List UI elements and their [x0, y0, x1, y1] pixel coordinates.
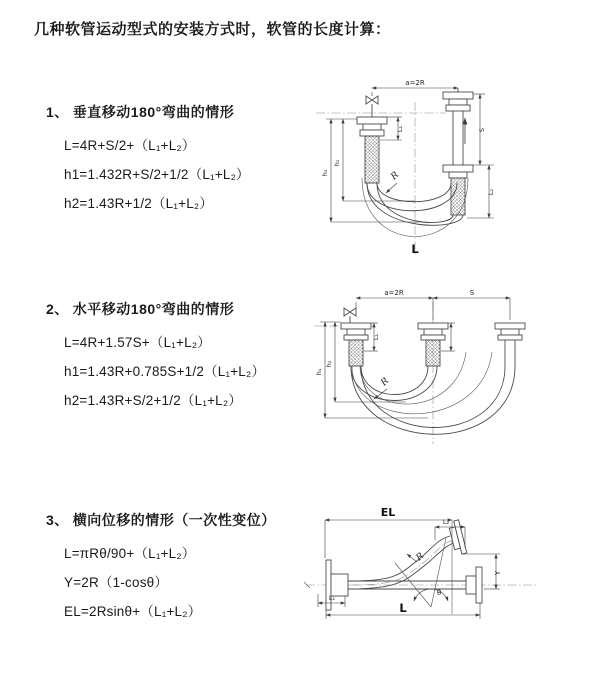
- dim-label-a2r: a=2R: [384, 289, 404, 297]
- dim-label-r: R: [414, 551, 427, 564]
- dim-label-h2: h₂: [333, 159, 341, 167]
- dim-label-s: S: [478, 127, 486, 133]
- flange-fitting-left: [357, 117, 387, 183]
- section-heading: [46, 102, 250, 122]
- page-title: 几种软管运动型式的安装方式时，软管的长度计算：: [34, 21, 391, 38]
- dimension-l2: [467, 165, 495, 218]
- dim-label-el: EL: [380, 506, 396, 519]
- dim-label-l2: L₂: [487, 188, 495, 196]
- dim-label-r: R: [389, 170, 402, 183]
- dim-label-l2: L₂: [442, 518, 450, 526]
- section-lateral-displacement: [46, 510, 276, 626]
- dimension-s: [433, 289, 510, 320]
- flange-upper-right: [448, 520, 467, 556]
- formula-line: L=4R+S/2+（L₁+L₂）: [64, 138, 196, 153]
- flange-fitting-right: [443, 88, 473, 215]
- diagram-horizontal-180: [306, 282, 598, 460]
- section-horizontal-180: [46, 299, 265, 415]
- dim-label-a2r: a=2R: [405, 79, 425, 87]
- section-heading-text: 横向位移的情形（一次性变位）: [72, 512, 276, 528]
- formula-line: Y=2R（1-cosθ）: [64, 575, 169, 590]
- dim-label-l: L: [411, 242, 419, 256]
- formula-line: L=πRθ/90+（L₁+L₂）: [64, 546, 196, 561]
- formula-line: h2=1.43R+1/2（L₁+L₂）: [64, 196, 214, 211]
- braided-hose-section: [451, 178, 465, 215]
- diagram-lateral-displacement: [294, 496, 600, 664]
- dim-label-h1: h₁: [315, 368, 323, 376]
- flange-fitting-middle: [418, 323, 448, 366]
- formula-line: L=4R+1.57S+（L₁+L₂）: [64, 335, 211, 350]
- section-heading-text: 水平移动180°弯曲的情形: [72, 301, 235, 317]
- flange-fitting-left: [341, 323, 371, 366]
- braided-hose-section: [365, 136, 379, 183]
- section-vertical-180: [46, 102, 250, 218]
- section-number: 3、: [46, 512, 69, 528]
- dim-label-l1: L₁: [396, 125, 404, 133]
- radius-construction: [395, 538, 448, 607]
- dim-label-r: R: [379, 376, 392, 389]
- dim-label-l1: L₁: [328, 594, 336, 602]
- section-number: 2、: [46, 301, 69, 317]
- flange-fitting-right: [495, 323, 525, 366]
- valve-icon: [344, 308, 356, 323]
- formula-line: h1=1.43R+0.785S+1/2（L₁+L₂）: [64, 364, 266, 379]
- dimension-l: [326, 601, 480, 619]
- dim-label-theta: θ: [437, 589, 442, 597]
- diagram-vertical-180: [310, 70, 545, 268]
- radius-pointer: [386, 170, 401, 193]
- section-heading: [46, 299, 265, 319]
- braided-hose-section: [426, 340, 440, 366]
- dim-label-s: S: [469, 289, 475, 297]
- dim-label-y: Y: [494, 570, 502, 576]
- braided-hose-section: [349, 340, 363, 366]
- dimension-a2r: [356, 289, 433, 320]
- formula-line: h1=1.432R+S/2+1/2（L₁+L₂）: [64, 167, 250, 182]
- formula-line: EL=2Rsinθ+（L₁+L₂）: [64, 604, 202, 619]
- dim-label-l1: L₁: [372, 333, 380, 341]
- section-heading-text: 垂直移动180°弯曲的情形: [72, 104, 235, 120]
- valve-icon: [366, 96, 378, 117]
- dim-label-h2: h₂: [325, 360, 333, 368]
- section-number: 1、: [46, 104, 69, 120]
- dim-label-l: L: [399, 601, 407, 615]
- formula-line: h2=1.43R+S/2+1/2（L₁+L₂）: [64, 393, 243, 408]
- dim-label-h1: h₁: [321, 169, 329, 177]
- section-heading: [46, 510, 276, 530]
- dimension-s: [473, 94, 486, 165]
